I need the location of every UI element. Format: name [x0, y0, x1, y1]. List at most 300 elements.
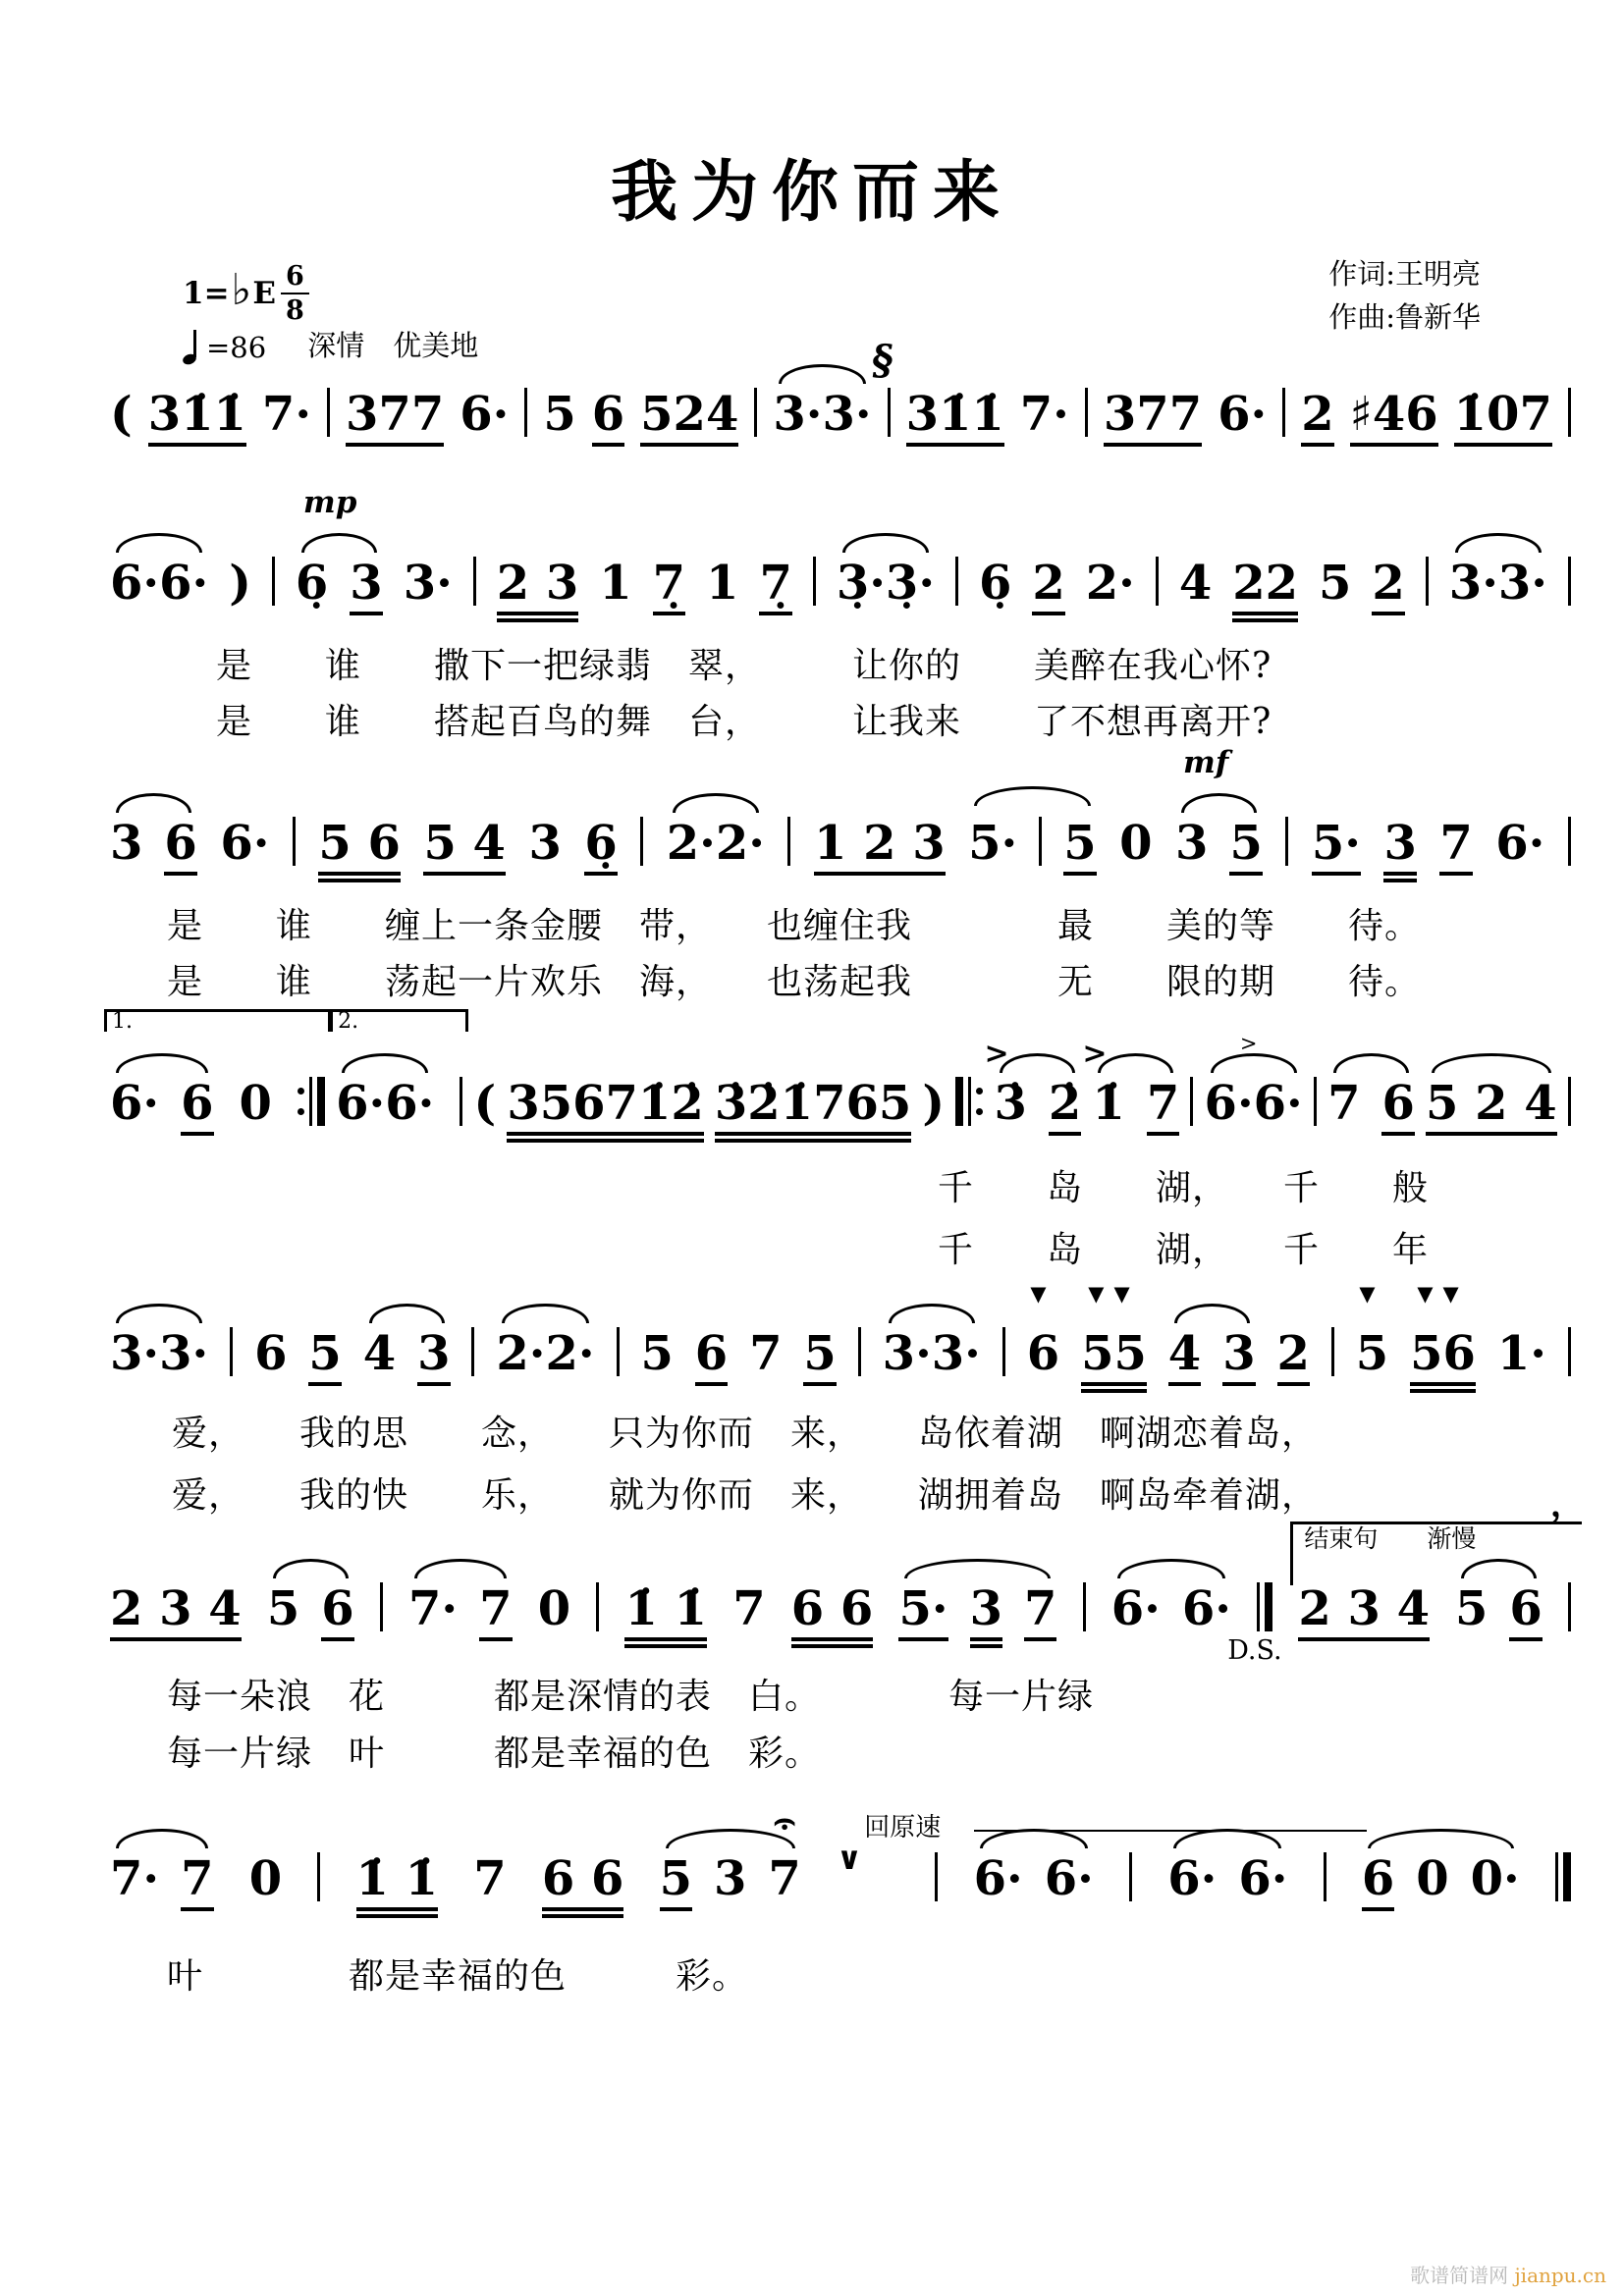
note	[1222, 1327, 1255, 1386]
note	[1119, 817, 1152, 871]
note	[110, 557, 208, 611]
note-text: 5 4	[423, 818, 506, 876]
barline	[1085, 388, 1088, 437]
volta-number: 1.	[112, 1009, 133, 1034]
note-text: 1̇07	[1454, 389, 1552, 447]
barline	[317, 1852, 320, 1901]
note-text: 3	[1383, 818, 1416, 876]
note-text: 2	[1032, 558, 1064, 615]
lyrics-row: 是 谁 撒下一把绿翡 翠， 让你的 美醉在我心怀?	[216, 646, 1272, 686]
note	[1168, 1327, 1201, 1386]
barline	[327, 388, 330, 437]
barline	[1156, 557, 1159, 606]
note-text: 2·2·	[496, 1326, 595, 1381]
barline	[1568, 1582, 1571, 1631]
music-line-7	[110, 1813, 1571, 1918]
lyricist-credit: 作词:王明亮	[1328, 257, 1481, 291]
note-text: 4	[1178, 556, 1213, 611]
note	[1455, 1582, 1488, 1636]
note	[110, 817, 142, 871]
note	[404, 557, 453, 611]
note-underline	[715, 1078, 911, 1143]
note-text: 5	[308, 1328, 341, 1386]
note-text: 5	[1319, 556, 1352, 611]
flat-icon: ♭	[231, 265, 252, 315]
note-text: 2	[1372, 558, 1404, 615]
note	[791, 1582, 874, 1648]
note-text: 7	[768, 1851, 801, 1906]
lyrics-row: 爱， 我的快 乐， 就为你而 来， 湖拥着岛 啊岛牵着湖，	[172, 1475, 1319, 1516]
note	[110, 1852, 159, 1906]
note-text: 31̇1̇	[148, 389, 246, 447]
lyrics-row: 是 谁 荡起一片欢乐 海， 也荡起我 无 限的期 待。	[167, 962, 1422, 1002]
note	[356, 1852, 439, 1918]
note-text: 7̣	[759, 558, 791, 615]
slur-group	[1082, 1037, 1180, 1136]
note-text: 2̇	[1049, 1078, 1081, 1136]
site-watermark	[1410, 2260, 1606, 2288]
note	[1218, 388, 1267, 442]
music-text: )	[922, 1076, 946, 1131]
barline-thick	[1265, 1582, 1272, 1631]
barline	[640, 817, 643, 866]
composer-credit: 作曲:鲁新华	[1328, 299, 1481, 334]
repeat-start-barline	[955, 1077, 983, 1126]
barline	[1568, 1327, 1571, 1376]
slur-group	[1327, 1077, 1415, 1136]
slur-group	[408, 1582, 513, 1641]
note-text: 0	[537, 1581, 571, 1636]
note-text: 3	[970, 1583, 1002, 1641]
note	[695, 1327, 728, 1386]
slur-group	[1168, 1327, 1256, 1386]
note-text: 5·	[968, 816, 1018, 871]
note-text: 6·	[1181, 1581, 1231, 1636]
note-text: 6̣	[979, 556, 1012, 611]
note	[1449, 557, 1547, 611]
slur-group	[984, 1037, 1082, 1136]
note	[1327, 1077, 1360, 1131]
note-text: 7	[181, 1853, 213, 1911]
barline-thick	[317, 1077, 325, 1126]
note-text: 1̇	[1092, 1076, 1125, 1131]
note	[479, 1582, 512, 1641]
note-text: 5·	[898, 1583, 947, 1641]
slur-group	[1111, 1582, 1231, 1636]
note	[528, 817, 561, 871]
note-underline	[1410, 1328, 1476, 1393]
slur-group	[110, 817, 197, 876]
slur-group	[110, 1852, 214, 1911]
note-text: 6	[1381, 1078, 1414, 1136]
note-text: 7	[732, 1581, 766, 1636]
note	[220, 817, 269, 871]
note-text: 2·2·	[666, 816, 765, 871]
note	[660, 1852, 692, 1911]
barline	[754, 388, 757, 437]
barline	[230, 1327, 233, 1376]
note-text: 6	[181, 1078, 213, 1136]
articulation-marks: ▼	[1030, 1282, 1056, 1306]
barline	[473, 557, 476, 606]
note-text: 6·6·	[336, 1076, 435, 1131]
slur-group	[363, 1327, 451, 1386]
note-underline	[1081, 1328, 1147, 1393]
note	[181, 1077, 213, 1136]
note	[1410, 1282, 1476, 1393]
note	[308, 1327, 341, 1386]
slur-group	[267, 1582, 354, 1641]
note	[296, 557, 328, 611]
note-text: 1̇ 1̇	[624, 1583, 707, 1641]
note-text: 3	[1222, 1328, 1255, 1386]
note-text: 2 3 4	[110, 1583, 242, 1641]
note-underline	[791, 1583, 874, 1648]
note	[1081, 1282, 1147, 1393]
note	[1383, 817, 1416, 882]
note-text: 5 2 4	[1426, 1078, 1557, 1136]
note	[1175, 817, 1208, 871]
note	[1277, 1327, 1310, 1386]
note-underline	[970, 1583, 1002, 1648]
note	[1026, 1282, 1060, 1381]
barline	[1568, 388, 1571, 437]
note-text: 377	[346, 389, 444, 447]
breath-mark: ∨	[837, 1840, 862, 1877]
dynamic-marking: mp	[302, 485, 357, 520]
slur-group	[110, 1077, 214, 1136]
note-text: 3·3·	[882, 1326, 981, 1381]
note-text: 2	[1301, 389, 1333, 447]
note	[1312, 817, 1361, 876]
note-text: 6·6·	[110, 556, 209, 611]
note	[1298, 1582, 1430, 1641]
note-text: 7·	[110, 1851, 160, 1906]
slur-group	[1455, 1582, 1543, 1641]
time-signature	[281, 263, 309, 324]
barline	[1190, 1077, 1193, 1126]
note-text: 5	[803, 1328, 836, 1386]
note	[1372, 557, 1404, 615]
note-text: 7̣	[653, 558, 685, 615]
note-underline	[356, 1853, 439, 1918]
note-text: 7	[473, 1851, 507, 1906]
note	[640, 1327, 673, 1381]
note-text: 1	[599, 556, 632, 611]
note-text: 2	[1277, 1328, 1310, 1386]
barline-thin	[1257, 1582, 1260, 1631]
note-text: 4	[362, 1326, 397, 1381]
note	[267, 1582, 299, 1636]
note-text: 0	[248, 1851, 283, 1906]
note	[584, 817, 617, 876]
accent-mark: >	[984, 1037, 1009, 1071]
barline	[1039, 817, 1042, 866]
note-text: 2·	[1085, 556, 1135, 611]
tempo-marking	[183, 324, 478, 364]
slur-group	[974, 1852, 1094, 1906]
note-text: 4	[1168, 1328, 1201, 1386]
barline	[1129, 1852, 1132, 1901]
note-text: ♯46	[1350, 389, 1438, 447]
barline	[813, 557, 816, 606]
note	[507, 1077, 703, 1143]
slur-group	[660, 1852, 801, 1911]
note-text: 5	[640, 1326, 674, 1381]
note	[599, 557, 631, 611]
barline	[460, 1077, 462, 1126]
note-text: 3	[713, 1851, 747, 1906]
note-text: 6	[164, 818, 196, 876]
note	[423, 817, 506, 876]
note-underline	[542, 1853, 624, 1918]
note	[715, 1077, 911, 1143]
barline-thick	[1563, 1852, 1571, 1901]
note	[473, 1852, 506, 1906]
barline	[955, 557, 958, 606]
note	[974, 1852, 1023, 1906]
ending-section	[1298, 1483, 1586, 1641]
note	[164, 817, 196, 876]
note	[240, 1077, 272, 1131]
note	[1092, 1077, 1124, 1131]
slur-group	[1362, 1852, 1520, 1911]
final-barline	[1555, 1852, 1571, 1901]
note-text: 7	[1024, 1583, 1056, 1641]
note	[1024, 1582, 1056, 1641]
note	[1439, 817, 1472, 876]
note	[1471, 1852, 1520, 1906]
note-text: 6·	[460, 387, 510, 442]
note	[994, 1077, 1026, 1131]
note	[1167, 1852, 1217, 1906]
barline	[1002, 1327, 1005, 1376]
note	[837, 557, 935, 611]
tempo-value: =86	[206, 331, 267, 364]
barline-thin	[1555, 1852, 1558, 1901]
repeat-dots	[298, 1077, 304, 1126]
note	[970, 1582, 1002, 1648]
note	[1204, 1032, 1303, 1131]
key-note: E	[252, 275, 276, 311]
note-text: 6̣	[584, 818, 617, 876]
segno-icon: §	[868, 335, 897, 384]
barline	[787, 817, 790, 866]
note	[110, 1077, 159, 1131]
note	[1229, 817, 1262, 876]
note-text: 6·	[1110, 1581, 1161, 1636]
note-text: 7·	[261, 387, 312, 442]
note	[759, 557, 791, 615]
note	[1454, 388, 1552, 447]
note	[1086, 557, 1135, 611]
note	[640, 388, 738, 447]
song-title: 我为你而来	[610, 153, 1013, 232]
note-text: 5	[1063, 818, 1096, 876]
note-text: 6·	[220, 816, 270, 871]
note-text: 0	[239, 1076, 272, 1131]
music-line-3	[110, 745, 1571, 882]
note-text: 6·	[1238, 1851, 1288, 1906]
note	[249, 1852, 282, 1906]
note	[460, 388, 509, 442]
note	[538, 1582, 570, 1636]
note	[336, 1077, 434, 1131]
note	[592, 388, 624, 447]
accent-mark: >	[1082, 1037, 1108, 1071]
note	[318, 817, 401, 882]
note-text: 22	[1232, 558, 1298, 615]
note-text: 6·	[1167, 1851, 1218, 1906]
note-text: 1	[706, 556, 739, 611]
note	[110, 1582, 242, 1641]
repeat-dots	[976, 1077, 983, 1126]
note-text: 6·	[1218, 387, 1268, 442]
expression-marking: 深情 优美地	[307, 329, 479, 362]
barline	[596, 1582, 599, 1631]
note-underline	[624, 1583, 707, 1648]
note	[1426, 1077, 1557, 1136]
note	[497, 557, 579, 622]
note	[1049, 1077, 1081, 1136]
note	[1179, 557, 1212, 611]
barline	[1568, 1077, 1571, 1126]
note	[1020, 388, 1069, 442]
note-text: 5	[1229, 818, 1262, 876]
a-tempo-label: 回原速	[864, 1813, 942, 1843]
lyrics-row: 千 岛 湖， 千 年	[938, 1230, 1430, 1270]
note-text: 7	[1147, 1078, 1179, 1136]
slur-group	[1167, 1852, 1287, 1906]
note	[979, 557, 1011, 611]
barline	[1568, 817, 1571, 866]
note-text: 6 6	[791, 1583, 874, 1641]
note	[496, 1327, 594, 1381]
note	[898, 1582, 947, 1641]
note-text: 6	[1362, 1853, 1394, 1911]
note	[350, 557, 382, 615]
note	[883, 1327, 981, 1381]
watermark-domain: jianpu.cn	[1514, 2264, 1606, 2287]
note	[1111, 1582, 1161, 1636]
repeat-end-barline	[298, 1077, 325, 1126]
music-line-4	[110, 1009, 1571, 1143]
note-text: 6	[695, 1328, 728, 1386]
barline	[380, 1582, 383, 1631]
slur-group	[295, 485, 383, 615]
note	[814, 817, 946, 876]
slur-group	[968, 810, 1097, 876]
note	[803, 1327, 836, 1386]
note	[773, 388, 871, 442]
note-text: 1·	[1496, 1326, 1546, 1381]
lyrics-row: 千 岛 湖， 千 般	[938, 1168, 1430, 1208]
note	[543, 388, 575, 442]
barline	[1282, 388, 1285, 437]
volta-bracket	[336, 1009, 462, 1131]
note	[1350, 388, 1438, 447]
barline	[1426, 557, 1429, 606]
lyrics-row: 爱， 我的思 念， 只为你而 来， 岛依着湖 啊湖恋着岛，	[172, 1414, 1319, 1454]
dynamic-marking: mf	[1183, 745, 1229, 780]
key-prefix: 1=	[183, 275, 230, 311]
barline	[1331, 1327, 1334, 1376]
note-text: 5	[1455, 1581, 1489, 1636]
barline	[524, 388, 527, 437]
articulation-marks: ▼▼	[1088, 1282, 1140, 1306]
barline	[1314, 1077, 1317, 1126]
note	[968, 817, 1017, 871]
note-text: 0	[1416, 1851, 1449, 1906]
note	[1238, 1852, 1287, 1906]
note	[749, 1327, 782, 1381]
note	[1416, 1852, 1448, 1906]
note	[667, 817, 765, 871]
key-signature	[183, 263, 309, 324]
note	[1147, 1077, 1179, 1136]
note-text: 3	[528, 816, 562, 871]
note-text: 6 6	[542, 1853, 624, 1911]
articulation-marks: ▼	[1359, 1282, 1385, 1306]
note	[1355, 1282, 1389, 1381]
note	[1495, 817, 1544, 871]
ds-marking: D.S.	[1227, 1635, 1282, 1666]
barline-thick	[955, 1077, 963, 1126]
note-text: 7·	[408, 1581, 459, 1636]
note	[542, 1852, 624, 1918]
barline	[293, 817, 296, 866]
note-fermata	[768, 1852, 800, 1906]
note-text: 5	[1355, 1326, 1389, 1381]
note-text: 7·	[1019, 387, 1069, 442]
note-text: 3·	[403, 556, 453, 611]
note-text: 524	[640, 389, 738, 447]
credits	[1328, 253, 1481, 339]
slur-group	[898, 1582, 1056, 1648]
note-text: 6	[592, 389, 624, 447]
note-text: 2 3	[497, 558, 579, 615]
note-text: 3̣·3̣·	[836, 556, 936, 611]
note-underline	[318, 818, 401, 882]
note-text: 2 3 4	[1298, 1583, 1430, 1641]
slur-group	[1175, 745, 1263, 876]
note-text: 5	[660, 1853, 692, 1911]
music-line-2	[110, 485, 1571, 622]
note-text: 3	[417, 1328, 450, 1386]
note-text: 6·	[973, 1851, 1023, 1906]
barline	[868, 335, 897, 437]
music-line-5	[110, 1282, 1571, 1393]
note-text: 1̇ 1̇	[356, 1853, 439, 1911]
quarter-note-icon	[183, 329, 198, 364]
barline	[1285, 817, 1288, 866]
note	[1182, 1582, 1231, 1636]
note-text: 377	[1104, 389, 1202, 447]
watermark-site-name: 歌谱简谱网	[1410, 2264, 1509, 2287]
note	[321, 1582, 353, 1641]
articulation-marks: ▼▼	[1417, 1282, 1469, 1306]
note-text: 5	[266, 1581, 300, 1636]
note-text: 3̇2̇1̇765	[715, 1078, 911, 1136]
barline	[1083, 1582, 1086, 1631]
note-text: 56	[1410, 1328, 1476, 1386]
note	[1381, 1077, 1414, 1136]
note-text: 3	[350, 558, 382, 615]
note	[417, 1327, 450, 1386]
barline	[935, 1852, 938, 1901]
lyrics-row: 叶 都是幸福的色 彩。	[167, 1956, 749, 1997]
note-text: 3·3·	[110, 1326, 209, 1381]
